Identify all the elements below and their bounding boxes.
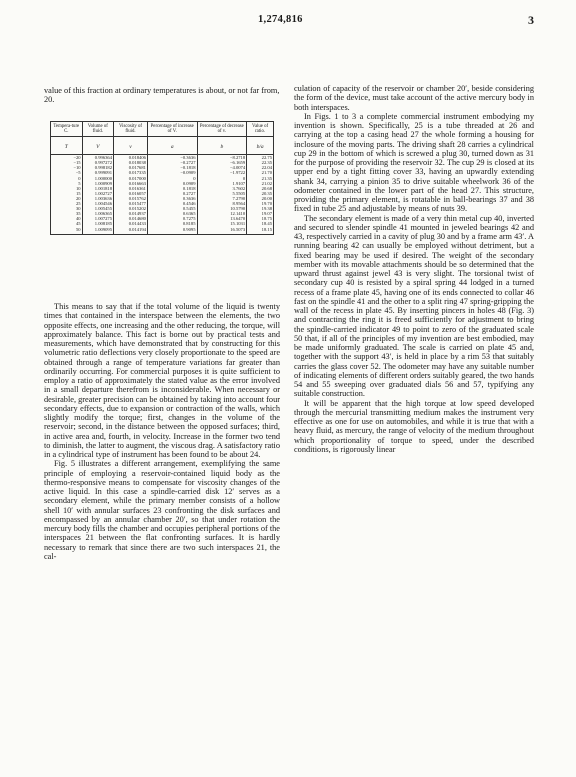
table-cell: 1.9107 [197, 181, 247, 186]
table-cell: 15 [51, 191, 83, 196]
table-cell: 18.15 [247, 227, 274, 235]
table-cell: 0.016663 [114, 181, 148, 186]
table-cell: 45 [51, 221, 83, 226]
table-cell: 0.014433 [114, 221, 148, 226]
table-cell: 0.014680 [114, 216, 148, 221]
table-cell: 19.07 [247, 211, 274, 216]
table-column-header: Tempera-ture C. [51, 122, 83, 137]
table-cell: 1.007275 [82, 216, 113, 221]
table-cell: 0.016057 [114, 191, 148, 196]
table-cell: 0.997272 [82, 160, 113, 165]
table-cell: −6.1659 [197, 160, 247, 165]
table-cell: 22.75 [247, 155, 274, 161]
temperature-viscosity-table [50, 121, 274, 235]
table-cell: 0.017335 [114, 170, 148, 175]
table-cell: −4.0074 [197, 165, 247, 170]
table-cell: 0.014194 [114, 227, 148, 235]
table-cell: 8.9564 [197, 201, 247, 206]
table-cell: 20.00 [247, 196, 274, 201]
table-cell: 21.70 [247, 170, 274, 175]
table-cell: 0.015762 [114, 196, 148, 201]
table-cell: 20.35 [247, 191, 274, 196]
table-cell: 0.018406 [114, 155, 148, 161]
table-cell: 19.38 [247, 206, 274, 211]
table-cell: 1.002727 [82, 191, 113, 196]
table-cell: −5 [51, 170, 83, 175]
left-column-body [44, 302, 280, 561]
table-symbol-cell: T [51, 137, 83, 155]
page-number: 3 [528, 13, 534, 27]
table-cell: 0.2727 [147, 191, 197, 196]
table-cell: 1.008185 [82, 221, 113, 226]
table-cell: 0.999091 [82, 170, 113, 175]
table-cell: 0.5455 [147, 206, 197, 211]
table-cell: 22.35 [247, 160, 274, 165]
table-cell: −0.0909 [147, 170, 197, 175]
table-cell: 0.017681 [114, 165, 148, 170]
table-cell: 21.02 [247, 181, 274, 186]
right-paragraph: In Figs. 1 to 3 a complete commercial instrument embodying my invention is shown. Specifically, 25 is a tube threaded at 26 and carrying at the top a casing head 27 the whole forming a housing for inclosure of the moving parts. The driving shaft 28 carries a cylindrical cup 29 in the bottom of which is screwed a plug 30, turned down as 31 for the purpose of providing the reservoir 32. The cup 29 is closed at its upper end by a tight fitting cover 33, having an upwardly extending shank 34, carrying a pinion 35 to drive suitable wheelwork 36 of the odometer contained in the lower part of the head 27. This structure, providing the primary element, is rotatable in ball-bearings 37 and 38 fixed in tube 25 and adjustable by means of nuts 39. [294, 111, 534, 214]
table-cell: 0 [147, 176, 197, 181]
right-column-body [294, 84, 534, 454]
table-cell: 0.7275 [147, 216, 197, 221]
table-cell: 12.1410 [197, 211, 247, 216]
table-cell: 1.001818 [82, 186, 113, 191]
right-paragraph: It will be apparent that the high torque at low speed developed through the mercurial transmitting medium makes the instrument very effective as one for use on automobiles, and while it is true that with a heavy fluid, as mercury, the range of velocity of the medium throughout which proportionality of torque to speed, under the described conditions, is rigorously linear [294, 398, 534, 454]
table-cell: −8.2718 [197, 155, 247, 161]
table-column-header: Percentage of increase of V. [147, 122, 197, 137]
right-paragraph: The secondary element is made of a very thin metal cup 40, inverted and secured to slender spindle 41 mounted in jeweled bearings 42 and 43, respectively carried in a cavity of plug 30 and by a frame arm 43′. A running bearing 42 can usually be employed without detriment, but a fixed bearing may be used if desired. The weight of the secondary member with its movable attachments should be so determined that the upward thrust against jewel 43 is very slight. The torsional twist of secondary cup 40 is resisted by a spiral spring 44 lodged in a turned recess of a frame plate 45, having one of its ends connected to collar 46 fast on the spindle 41 and the other to a split ring 47 spring-gripping the wall of the recess in plate 45. By inserting pincers in holes 48 (Fig. 3) and contracting the ring it is freed sufficiently for adjustment to bring the spindle-carried indicator 49 to point to zero of the graduated scale 50 that, if all of the principles of my invention are best embodied, may be made uniformly graduated. The scale is carried on plate 45 and, together with the support 43′, is held in place by a rim 53 that suitably carries the glass cover 52. The odometer may have any suitable number of indicating elements of different orders suitably geared, the two hands 54 and 55 sweeping over graduated dials 56 and 57, typifying any suitable construction. [294, 213, 534, 399]
table-symbol-cell: v [114, 137, 148, 155]
table-body [51, 137, 274, 234]
table-cell: 10 [51, 186, 83, 191]
table-cell: 0.0909 [147, 181, 197, 186]
table-cell: 0.018038 [114, 160, 148, 165]
table-symbol-cell: a [147, 137, 197, 155]
table-cell: 1.005455 [82, 206, 113, 211]
table-column-header: Percentage of decrease of v. [197, 122, 247, 137]
table-cell: 0.015477 [114, 201, 148, 206]
table-cell: 0.8185 [147, 221, 197, 226]
table-column-header: Value of ratio. [247, 122, 274, 137]
table-cell: 7.2790 [197, 196, 247, 201]
table-cell: 20.68 [247, 186, 274, 191]
patent-number: 1,274,816 [258, 14, 303, 25]
table-cell: 20 [51, 196, 83, 201]
table-cell: 0.015202 [114, 206, 148, 211]
table-cell: −0.1818 [147, 165, 197, 170]
table-cell: 3.7602 [197, 186, 247, 191]
table-cell: −0.2727 [147, 160, 197, 165]
table-cell: 0.998182 [82, 165, 113, 170]
table-symbol-cell: b [197, 137, 247, 155]
table-cell: 0.1818 [147, 186, 197, 191]
table-column-header: Viscosity of fluid. [114, 122, 148, 137]
table-cell: 35 [51, 211, 83, 216]
table-cell: 18.75 [247, 216, 274, 221]
table-cell: 15.1031 [197, 221, 247, 226]
table-cell: −15 [51, 160, 83, 165]
table-cell: 0.9095 [147, 227, 197, 235]
table-cell: 0 [197, 176, 247, 181]
table-cell: 1.000909 [82, 181, 113, 186]
table-cell: 5.5505 [197, 191, 247, 196]
table-cell: 0 [51, 176, 83, 181]
table-cell: 0.4546 [147, 201, 197, 206]
table-cell: 0.016361 [114, 186, 148, 191]
table-cell: 40 [51, 216, 83, 221]
right-paragraph: culation of capacity of the reservoir or chamber 20′, beside considering the form of the device, must take account of the active mercury body in both interspaces. [294, 84, 534, 112]
table-cell: 18.45 [247, 221, 274, 226]
table-cell: 0.6365 [147, 211, 197, 216]
left-paragraph: This means to say that if the total volume of the liquid is twenty times that contained in the interspace between the elements, the two opposite effects, one increasing and the other reducing, the torque, will approximately balance. This fact is borne out by practical tests and measurements, which have demonstrated that by constructing for this volumetric ratio deflections very closely proportionate to the speed are obtained through a range of temperature variations far greater than ordinarily occurring. For commercial purposes it is quite sufficient to employ a ratio of approximately the stated value as the error involved in a small departure therefrom is inconsiderable. When necessary or desirable, greater precision can be obtained by taking into account four secondary effects, due to expansion or contraction of the walls, which slightly modify the torque; first, changes in the volume of the reservoir; second, in the distance between the opposed surfaces; third, in active area and, fourth, in velocity. Increase in the former two tend to diminish, the latter to augment, the viscous drag. A satisfactory ratio in a cylindrical type of instrument has been found to be about 24. [44, 302, 280, 459]
left-paragraph: Fig. 5 illustrates a different arrangement, exemplifying the same principle of employing a reservoir-contained liquid body as the thermo-responsive means to compensate for viscosity changes of the active liquid. In this case a spindle-carried disk 12′ serves as a secondary element, while the primary member consists of a hollow shell 10′ with annular surfaces 23 confronting the disk surfaces and encompassed by an annular chamber 20′, so that under rotation the mercury body fills the chamber and occupies peripheral portions of the interspaces 21 between the flat confronting surfaces. It is hardly necessary to remark that since there are two such interspaces 21, the cal- [44, 459, 280, 561]
table-symbol-cell: b/a [247, 137, 274, 155]
table-symbol-row [51, 137, 274, 155]
table-cell: 30 [51, 206, 83, 211]
table-cell: 16.5073 [197, 227, 247, 235]
table-cell: 21.35 [247, 176, 274, 181]
table-symbol-cell: V [82, 137, 113, 155]
table-cell: 10.5790 [197, 206, 247, 211]
table-cell: 0.3636 [147, 196, 197, 201]
table-cell: 0.017000 [114, 176, 148, 181]
table-header-row [51, 122, 274, 137]
table-cell: 25 [51, 201, 83, 206]
table-cell: 22.04 [247, 165, 274, 170]
table-cell: −0.3636 [147, 155, 197, 161]
table-cell: 1.003636 [82, 196, 113, 201]
table-column-header: Volume of fluid. [82, 122, 113, 137]
table-cell: 1.006365 [82, 211, 113, 216]
table-cell: 50 [51, 227, 83, 235]
table-cell: 5 [51, 181, 83, 186]
table-cell: −1.9722 [197, 170, 247, 175]
table-intro-text: value of this fraction at ordinary temperatures is about, or not far from, 20. [44, 86, 280, 105]
table-row [51, 227, 274, 235]
table-cell: 0.996364 [82, 155, 113, 161]
table-cell: 0.014937 [114, 211, 148, 216]
table-cell: 1.000000 [82, 176, 113, 181]
table-cell: 1.004546 [82, 201, 113, 206]
table-cell: −10 [51, 165, 83, 170]
table-cell: −20 [51, 155, 83, 161]
table-cell: 1.009095 [82, 227, 113, 235]
table-cell: 13.6470 [197, 216, 247, 221]
page-header [0, 14, 576, 30]
table-cell: 19.70 [247, 201, 274, 206]
